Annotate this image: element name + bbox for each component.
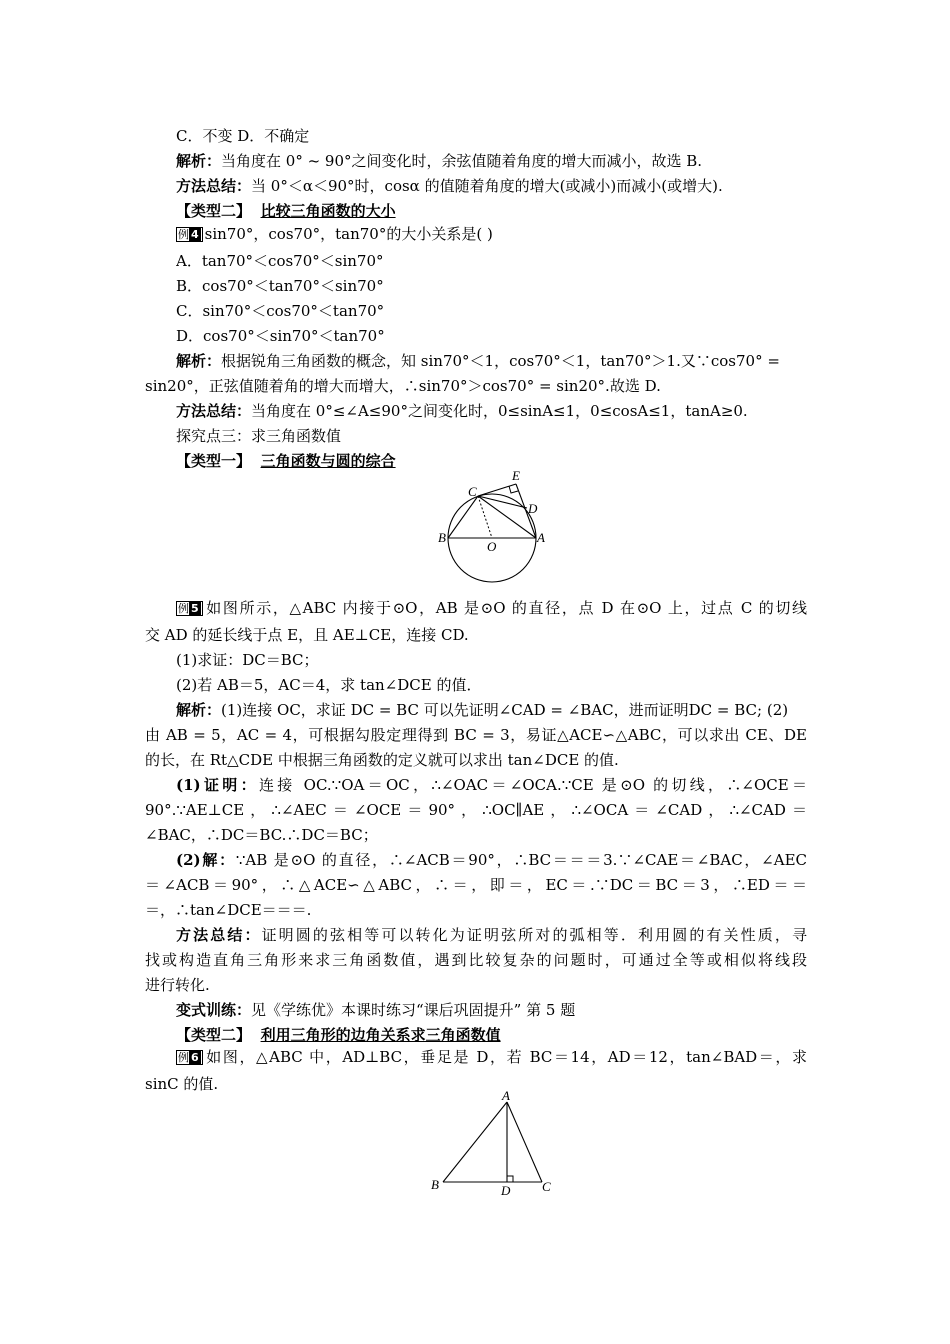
label-A: A [537,530,545,545]
option-d: D．cos70°＜sin70°＜tan70° [176,327,385,345]
text-line: (1)证明：连接 OC.∵OA＝OC，∴∠OAC＝∠OCA.∵CE 是⊙O 的切线，∴∠OCE＝ [176,776,807,794]
text-line: 方法总结：当 0°＜α＜90°时，cosα 的值随着角度的增大(或减小)而减小(或增大). [176,177,723,195]
option-b: B．cos70°＜tan70°＜sin70° [176,277,384,295]
text-line: sin20°，正弦值随着角的增大而增大，∴sin70°＞cos70° = sin20°.故选 D. [145,377,661,395]
text-line: 变式训练：见《学练优》本课时练习“课后巩固提升” 第 5 题 [176,1001,576,1019]
circle-figure [420,466,560,586]
text-line: 方法总结：当角度在 0°≤∠A≤90°之间变化时，0≤sinA≤1，0≤cosA≤1，tanA≥0. [176,402,748,420]
text-line: sinC 的值. [145,1075,219,1093]
label-O: O [487,539,497,554]
text-line: 探究点三：求三角函数值 [176,427,342,445]
text-line: ＝∠ACB＝90°，∴△ACE∽△ABC，∴＝，即＝，EC＝.∵DC＝BC＝3，∴ED＝＝ [145,876,807,894]
text-line: (2)解：∵AB 是⊙O 的直径，∴∠ACB＝90°，∴BC＝＝＝3.∵∠CAE＝∠BAC，∠AEC [176,851,807,869]
example-4-question: 例 4 sin70°，cos70°，tan70°的大小关系是( ) [178,225,493,243]
text-line: 解析：根据锐角三角函数的概念，知 sin70°＜1，cos70°＜1，tan70°＞1.又∵cos70° = [176,352,780,370]
text-line: 找或构造直角三角形来求三角函数值，遇到比较复杂的问题时，可通过全等或相似将线段 [145,951,807,969]
label-B: B [431,1177,439,1192]
text-line: (2)若 AB＝5，AC＝4，求 tan∠DCE 的值． [176,676,482,694]
label-C: C [542,1179,551,1194]
option-a: A．tan70°＜cos70°＜sin70° [176,252,384,270]
triangle-figure [425,1088,560,1203]
example-badge: 例 5 [176,601,203,616]
label-D: D [528,501,538,516]
example-badge: 例 4 [176,227,203,242]
section-heading: 【类型一】 三角函数与圆的综合 [176,452,396,470]
example-badge: 例 6 [176,1050,203,1065]
text-line: 进行转化. [145,976,210,994]
example-6-question: 例 6 如图，△ABC 中，AD⊥BC，垂足是 D，若 BC＝14，AD＝12，tan∠BAD＝，求 [178,1048,807,1066]
label-E: E [512,468,520,483]
text-line: (1)求证：DC＝BC； [176,651,319,669]
text-line: ∠BAC，∴DC＝BC.∴DC＝BC； [145,826,378,844]
label-B: B [438,530,446,545]
section-heading: 【类型二】 比较三角函数的大小 [176,202,396,220]
text-line: 的长，在 Rt△CDE 中根据三角函数的定义就可以求出 tan∠DCE 的值. [145,751,619,769]
label-D: D [501,1183,511,1198]
text-line: C．不变 D．不确定 [176,127,310,145]
text-line: 交 AD 的延长线于点 E，且 AE⊥CE，连接 CD. [145,626,469,644]
text-line: 解析：当角度在 0° ~ 90°之间变化时，余弦值随着角度的增大而减小，故选 B. [176,152,703,170]
text-line: ＝，∴tan∠DCE＝＝＝. [145,901,312,919]
text-line: 解析：(1)连接 OC，求证 DC = BC 可以先证明∠CAD = ∠BAC，进而证明DC = BC; (2) [176,701,789,719]
example-5-question: 例 5 如图所示，△ABC 内接于⊙O，AB 是⊙O 的直径，点 D 在⊙O 上，过点 C 的切线 [178,599,807,617]
text-line: 方法总结：证明圆的弦相等可以转化为证明弦所对的弧相等．利用圆的有关性质，寻 [176,926,807,944]
text-line: 90°.∵AE⊥CE，∴∠AEC＝∠OCE＝90°，∴OC∥AE，∴∠OCA＝∠CAD，∴∠CAD＝ [145,801,807,819]
text-line: 由 AB = 5，AC = 4，可根据勾股定理得到 BC = 3，易证△ACE∽△ABC，可以求出 CE、DE [145,726,807,744]
option-c: C．sin70°＜cos70°＜tan70° [176,302,385,320]
label-A: A [502,1088,510,1103]
label-C: C [468,484,477,499]
section-heading: 【类型二】 利用三角形的边角关系求三角函数值 [176,1026,501,1044]
